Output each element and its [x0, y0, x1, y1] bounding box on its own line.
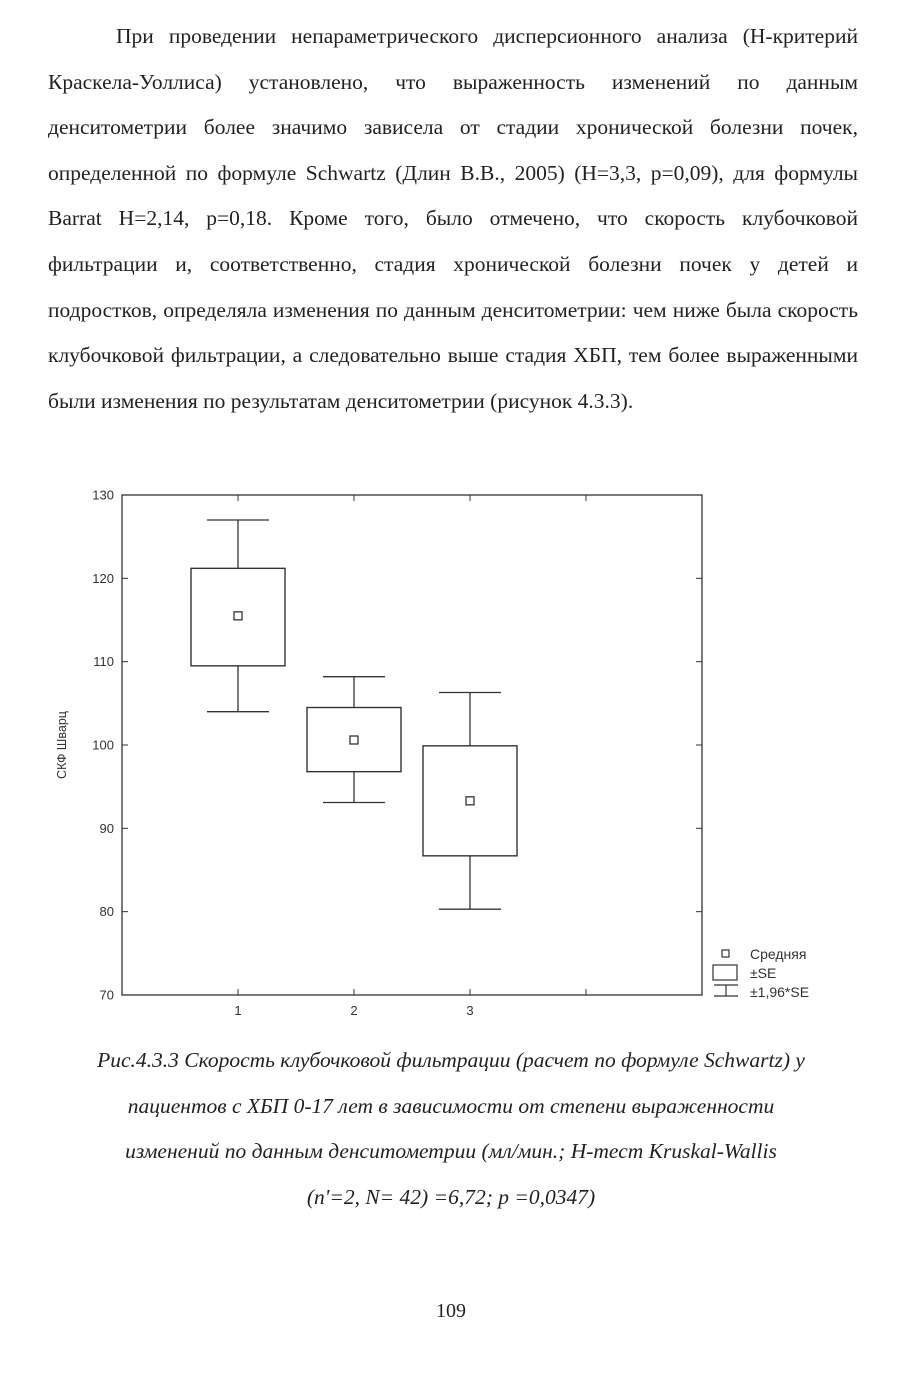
- body-paragraph: При проведении непараметрического дисперсионного анализа (Н-критерий Краскела-Уоллиса) установлено, что выраженность изменений по данным денситометрии более значимо зависела от стадии хронической болезни почек, определенной по формуле Schwartz (Длин В.В., 2005) (H=3,3, p=0,09), для формулы Barrat H=2,14, p=0,18. Кроме того, было отмечено, что скорость клубочковой фильтрации и, соответственно, стадия хронической болезни почек у детей и подростков, определяла изменения по данным денситометрии: чем ниже была скорость клубочковой фильтрации, а следовательно выше стадия ХБП, тем более выраженными были изменения по результатам денситометрии (рисунок 4.3.3).: [48, 24, 858, 413]
- y-tick-label: 120: [92, 570, 114, 586]
- x-tick-label: 3: [466, 1003, 474, 1018]
- caption-line: изменений по данным денситометрии (мл/мин.; H-тест Kruskal-Wallis: [125, 1139, 777, 1164]
- legend-se-label: ±SE: [750, 965, 777, 981]
- figure-caption: [40, 1038, 862, 1220]
- x-tick-label: 2: [350, 1003, 358, 1018]
- y-tick-label: 110: [93, 654, 114, 670]
- page-number: 109: [436, 1300, 466, 1322]
- plot-frame: [122, 495, 702, 995]
- y-tick-label: 70: [99, 987, 114, 1003]
- box-plot-figure: [0, 478, 902, 1018]
- se-box: [423, 746, 517, 856]
- mean-marker: [466, 797, 474, 805]
- caption-line: пациентов с ХБП 0-17 лет в зависимости от степени выраженности: [127, 1093, 775, 1118]
- mean-marker: [350, 736, 358, 744]
- y-tick-label: 100: [92, 737, 114, 753]
- caption-line: Рис.4.3.3 Скорость клубочковой фильтрации (расчет по формуле Schwartz) у: [97, 1048, 805, 1072]
- y-tick-label: 80: [99, 904, 114, 920]
- legend-ci-label: ±1,96*SE: [750, 984, 810, 1000]
- legend-se-marker: [713, 965, 737, 980]
- y-tick-label: 130: [92, 487, 114, 503]
- y-axis-label: СКФ Шварц: [55, 711, 69, 779]
- legend-mean-label: Средняя: [750, 946, 807, 962]
- se-box: [191, 568, 285, 666]
- box-plot-chart: [0, 478, 902, 1018]
- x-tick-label: 1: [234, 1003, 242, 1018]
- se-box: [307, 708, 401, 772]
- caption-line: (n'=2, N= 42) =6,72; p =0,0347): [306, 1184, 596, 1209]
- mean-marker: [234, 612, 242, 620]
- legend: [713, 946, 809, 1000]
- y-tick-label: 90: [99, 820, 114, 836]
- legend-mean-marker: [722, 950, 729, 957]
